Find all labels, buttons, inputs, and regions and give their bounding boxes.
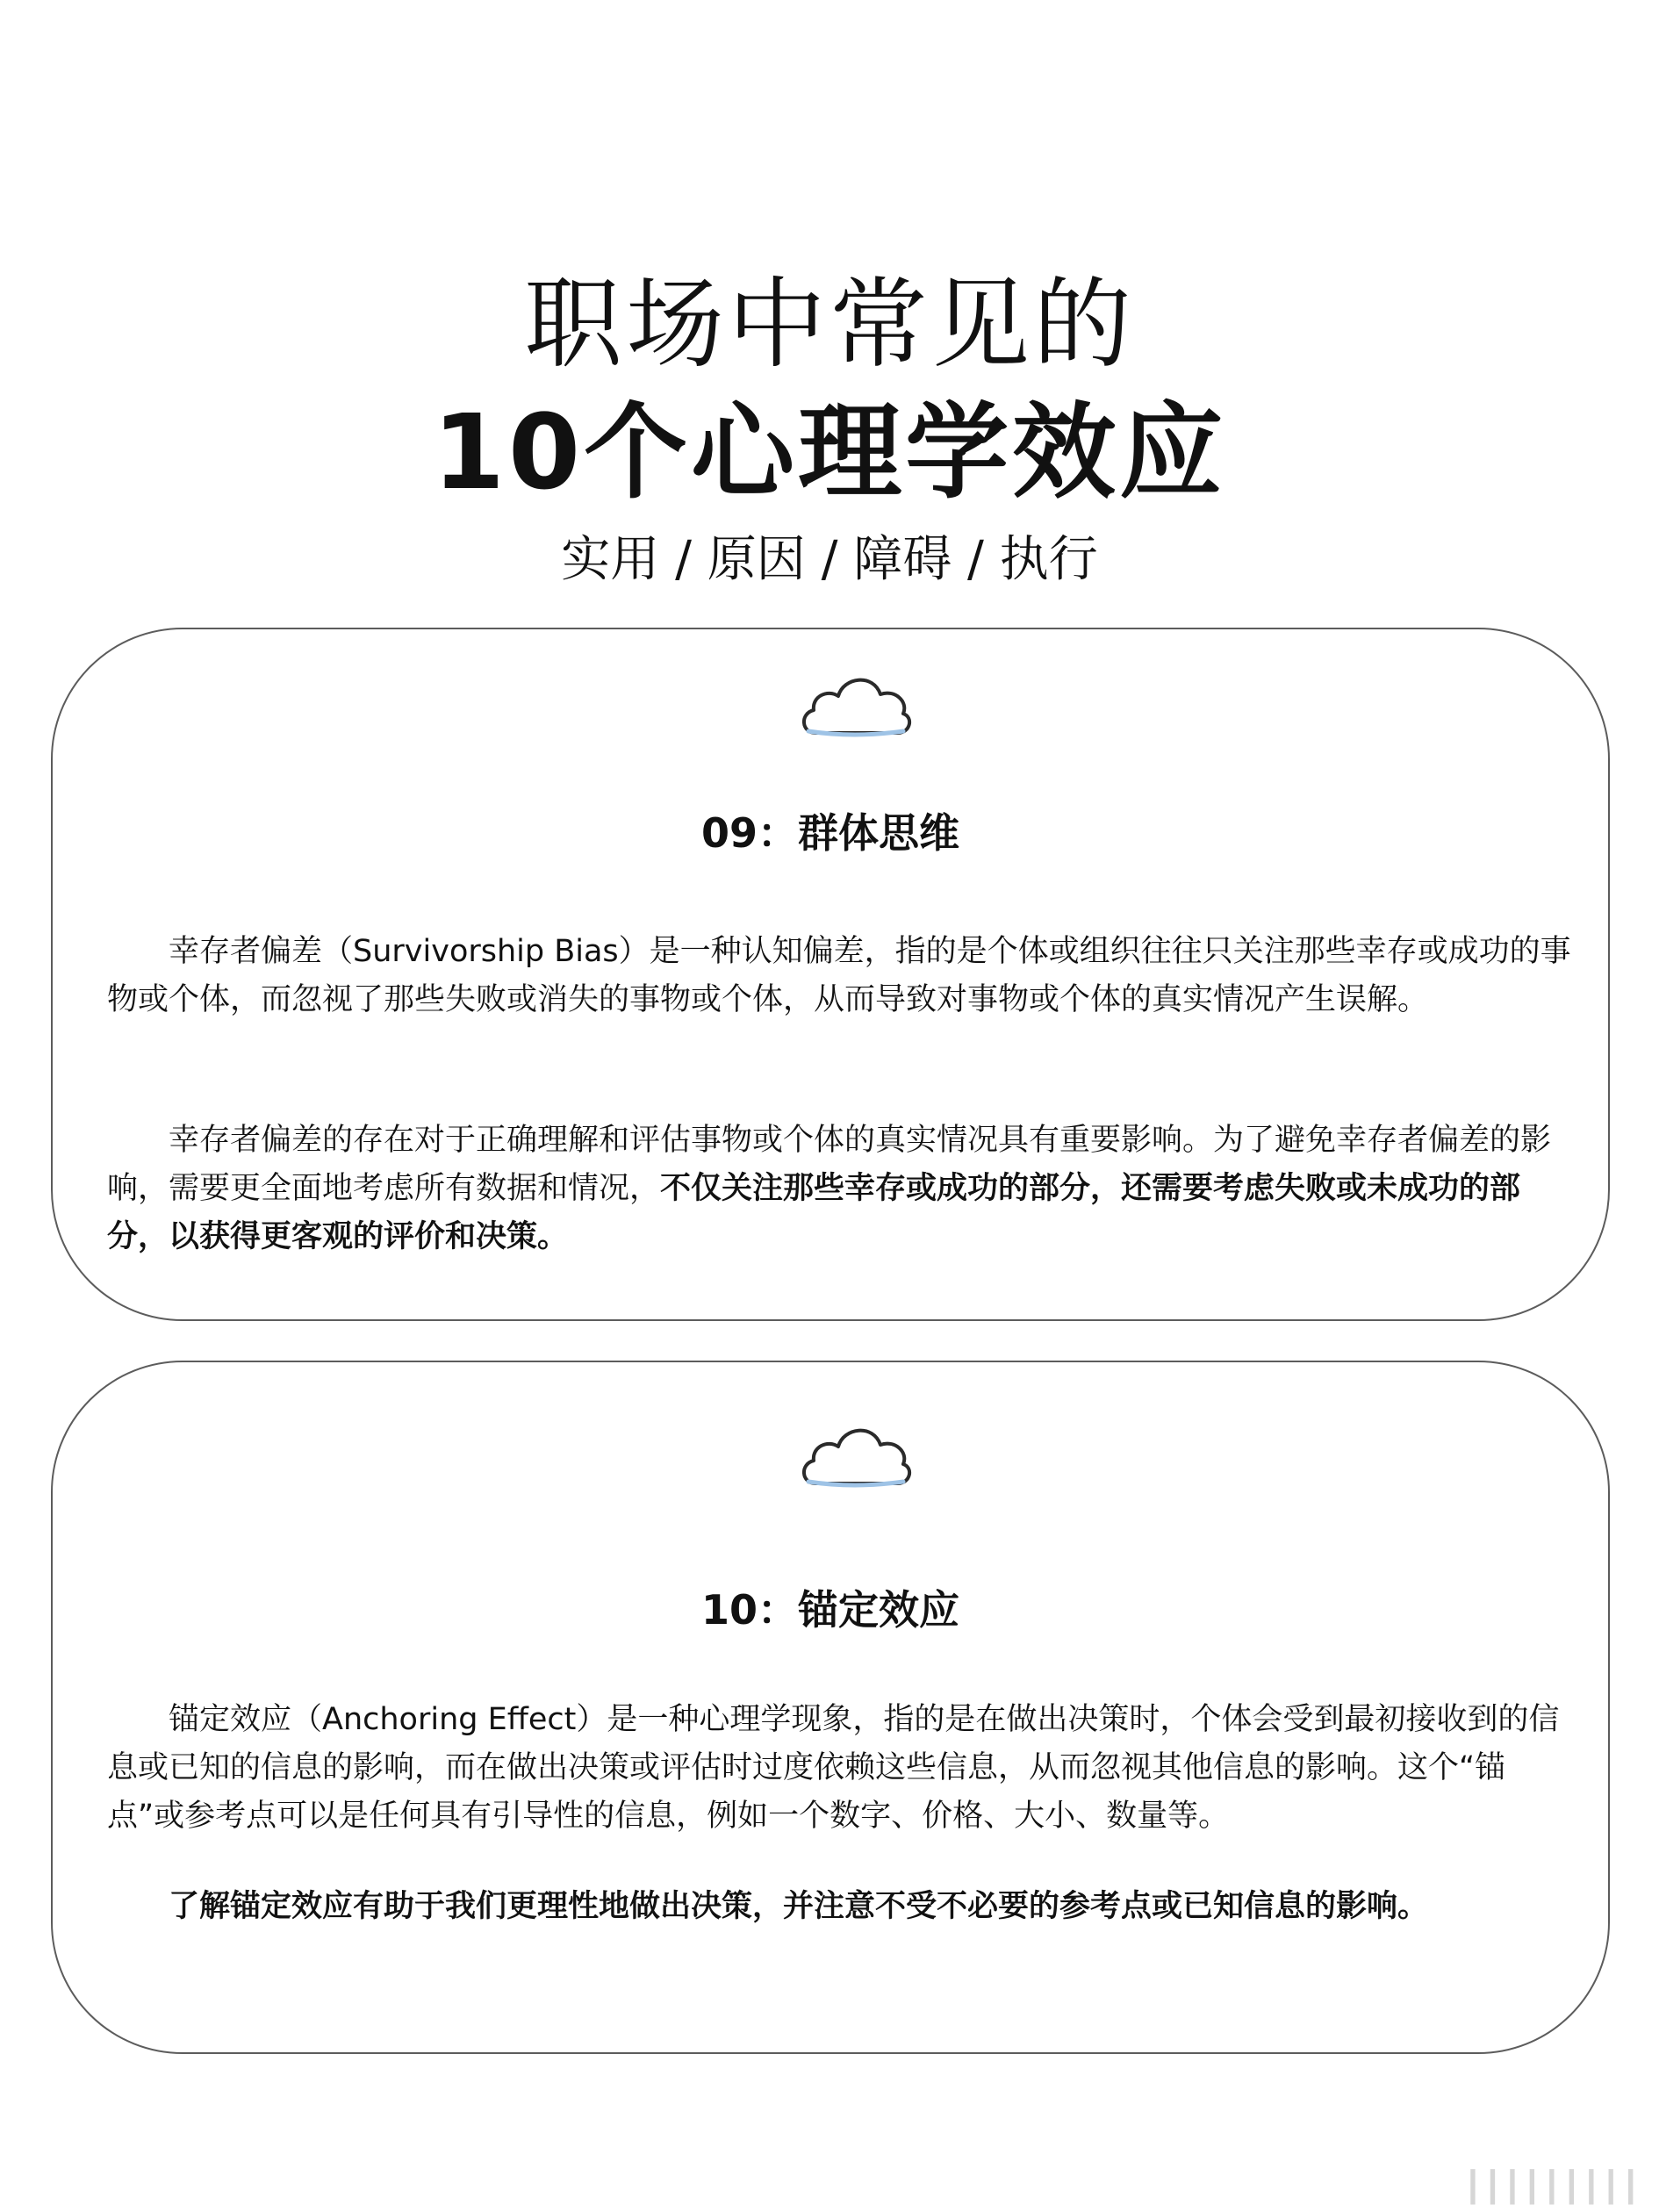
title-line-2: 10个心理学效应 xyxy=(432,391,1227,513)
title-line-1: 职场中常见的 xyxy=(524,268,1135,382)
subtitle: 实用 / 原因 / 障碍 / 执行 xyxy=(561,531,1098,588)
paragraph-bold-text: 不仅关注那些幸存或成功的部分，还需要考虑失败或未成功的部分，以获得更客观的评价和决策。 xyxy=(107,1171,1521,1254)
card-paragraph-1: 锚定效应（Anchoring Effect）是一种心理学现象，指的是在做出决策时，个体会受到最初接收到的信息或已知的信息的影响，而在做出决策或评估时过度依赖这些信息，从而忽视其他信息的影响。这个“锚点”或参考点可以是任何具有引导性的信息，例如一个数字、价格、大小、数量等。 xyxy=(107,1702,1560,1834)
card-paragraph-2 xyxy=(107,1117,1582,1261)
paragraph-text: 幸存者偏差的存在对于正确理解和评估事物或个体的真实情况具有重要影响。为了避免幸存者偏差的影响，需要更全面地考虑所有数据和情况， xyxy=(107,1123,1552,1206)
card-title: 10：锚定效应 xyxy=(700,1586,959,1634)
card-paragraph-1: 幸存者偏差（Survivorship Bias）是一种认知偏差，指的是个体或组织往往只关注那些幸存或成功的事物或个体，而忽视了那些失败或消失的事物或个体，从而导致对事物或个体的真实情况产生误解。 xyxy=(107,934,1571,1017)
watermark: ┃┃┃┃┃┃┃┃┃ xyxy=(1463,2170,1641,2205)
cloud-icon xyxy=(796,1413,912,1494)
effect-card-10 xyxy=(51,1361,1610,2054)
cloud-icon xyxy=(796,663,912,743)
effect-card-09 xyxy=(51,628,1610,1321)
card-paragraph-2: 了解锚定效应有助于我们更理性地做出决策，并注意不受不必要的参考点或已知信息的影响。 xyxy=(169,1889,1429,1924)
card-title: 09：群体思维 xyxy=(700,809,959,857)
